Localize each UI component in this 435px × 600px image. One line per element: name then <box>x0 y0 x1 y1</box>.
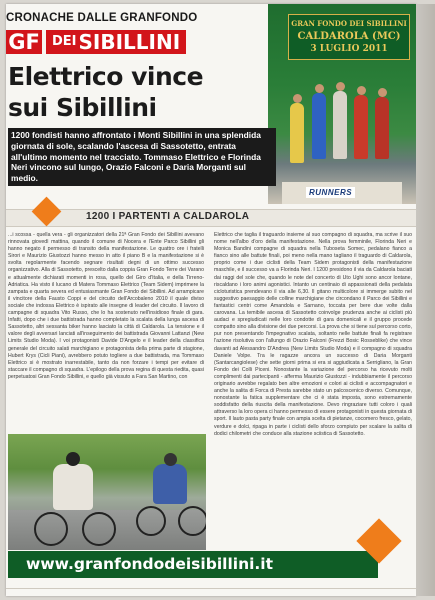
cyclist-helmet <box>164 453 177 466</box>
rider-figure <box>375 97 389 159</box>
bike-wheel <box>82 512 116 546</box>
rider-figure <box>333 91 347 159</box>
headline-line-2: sui Sibillini <box>8 93 157 122</box>
section-kicker: CRONACHE DALLE GRANFONDO <box>6 12 198 24</box>
rider-figure <box>290 103 304 163</box>
sponsor-logo: RUNNERS <box>306 187 355 198</box>
bike-wheel <box>178 506 206 536</box>
event-title-name: SIBILLINI <box>78 30 181 54</box>
event-title-prefix: DEI <box>52 34 77 49</box>
rider-figure <box>354 95 368 159</box>
article-column-1 <box>8 232 204 381</box>
page-edge <box>416 4 435 596</box>
footer-divider <box>6 588 416 589</box>
banner-line-1: GRAN FONDO DEI SIBILLINI <box>291 19 407 28</box>
rider-figure <box>312 93 326 159</box>
banner-line-3: 3 LUGLIO 2011 <box>310 44 388 54</box>
cyclist-jersey <box>53 464 93 510</box>
rider-head <box>293 94 302 103</box>
cyclists-photo <box>8 434 206 550</box>
gf-badge: GF <box>6 30 42 54</box>
cyclist-helmet <box>66 452 80 466</box>
cyclist-jersey <box>153 464 187 504</box>
magazine-page <box>6 4 416 596</box>
section-title: 1200 I PARTENTI A CALDAROLA <box>86 211 250 222</box>
article-text: Elettrico che taglia il traguardo insieme al suo compagno di squadra, ma scrive il suo nome nell'albo d'oro della manifestazione. Nella prova femminile, Florinda Neri e Monica Bandini compagne di squadra nella Tuboseta Somec, pedalano fianco a fianco sino alle battute finali, poi meno nella mano tagliano il traguardo di Caldarola, proprio come i due ciclisti della Team Sidem protagonisti della manifestazione maschile, e il successo va a Florinda Neri. I 1200 presidono il via da Caldarola baciati dai raggi del sole che, quando le note del concerto di Uto Ughi sono ancor lontane, riscaldano i loro animi agonistici. Intanto un centinaio di appassionati della pedalata cicloturistica prendevano il via alle 6,30. Il gitano multicolore si immerge subito nel suggestivo paesaggio delle colline marchigiane che circondano il Parco dei Sibillini e fantastici centri come Amandola e Sarnano, toccata per bere due volte dalla carovana. La temibile ascesa di Sassotetto coinvolge prudenza anche ai ciclisti più audaci e spregiudicati nelle loro condotte di gara domenicali e il gruppo procede compatto sino alla divisione dei due percorsi. La prova che si tiene sul percorso corto, pur non presentando l'impegnativo scalata, soltanto nelle battute finali fa registrare l'azione risolutiva con l'allungo di Orazio Falconi (Frezzi Bosic Rosseblike) che vince davanti ad Alessandro D'Andrea (New Limits Studio Moda) e il compagno di squadra Daniele Volpe. Tra le ragazze ancora un successo di Daria Morganti (Santarcangiolese) che sette giorni prima si era si aggiudicata a Serrigliano, la Gran Fondo dei Colli Piceni. Nonostante la variazione del percorso ha ricevuto molti complimenti dai partecipanti - afferma Maurizio Giustozzi - indubbiamente il percorso originario avrebbe regalato ben altre emozioni e colori ai ciclisti e accompagnatori e anche la salita di Forca di Presta sarebbe stato un palcoscenico diverso. Comunque, nonostante la fatica supplementare che ci è stata imposta, sono estremamente soddisfatto della riuscita della manifestazione. Devo ringraziare tutti coloro i quali attraverso la loro opera ci hanno permesso di essere protagonisti in questa giornata di sport. Il lauto pasta party finale con ampia scelta di pietanze, cocomero fresco, gelato, verdure e dolci, ripaga in parte i ciclisti dello sforzo compiuto per scalare la salita di dodici chilometri che conduce alla stazione sciistica di Sassotetto. <box>214 232 412 437</box>
event-banner <box>288 14 410 60</box>
headline-line-1: Elettrico vince <box>8 62 204 91</box>
article-column-2 <box>214 232 412 438</box>
website-link[interactable]: www.granfondodeisibillini.it <box>8 551 378 578</box>
bike-wheel <box>34 512 68 546</box>
article-text: ...i scossa - quella vera - gli organizzatori della 21ª Gran Fondo dei Sibillini avevano rinnovata giovedì mattina, quando il comune di Nocera e l'Ente Parco Sibillini gli hanno negato il permesso di transito della manifestazione. Le quattro ore i fratelli Sirori e Maurizio Giustozzi hanno messo in atto il piano B e la manifestazione si è svolta regolarmente facendo segnare risultati degni di un ottimo successo organizzativo. Alla di Sassotetto, prescelto dalla coppia Gran Fondo Terre dei Varano e attualmente dichiarati momenti in rosa, quello del Giro d'Italia, e della Tirreno-Adriatica. Ha visto il lucano di Matera Tommaso Elettrico (Team Sidem) imprimere la zampata e quarta severa ed entusiasmante Gran Fondo dei Sibillini. Ad arrampicare il vincitore della Fausto Coppi e del circuito dell'Arcobaleno 2010 il quale diviso sociale che indossa Elettrico è ispirato alle insegne di leader del circuito. Il lavoro di campagne di squadra Vito Russo, che lo ha sostenuto nell'insidioso finale di gara. Infatti, dopo che i due battistrada hanno completato la scalata della lunga ascesa di Sassotetto, altri sessanta biker hanno lasciato la città di Caldarola. La tensione e il valore degli avversari lanciati all'inseguimento dei battistrada Giovanni Lattanzi (New Limits Studio Moda). I voi protagonisti Davide D'Angelo e il leader della classifica generale del circuito salati marchigiano e protagonista della prima parte di stagione, Hubert Krys (Cicli Piani), avrebbero potuto togliere a due battistrada, ma Tommaso Elettrico si è mostrato inarrestabile, tanto da non forzare i tempi per evitare di staccare il compagno di squadra. L'epilogo della prova regina di questa riedita, quasi perpetuatosi Gran Fondo Sibillini, e quello già vissuto a Fara San Martino, con <box>8 232 204 380</box>
standfirst: 1200 fondisti hanno affrontato i Monti Sibillini in una splendida giornata di sole, scalando l'ascesa di Sassotetto, entrata all'ultimo momento nel tracciato. Tommaso Elettrico e Florinda Neri vincono sul lungo, Orazio Falconi e Daria Morganti sul medio. <box>8 128 276 186</box>
banner-line-2: CALDAROLA (MC) <box>297 31 401 42</box>
bike-wheel <box>136 506 166 536</box>
rider-head <box>336 82 345 91</box>
rider-head <box>315 84 324 93</box>
event-title <box>46 30 186 54</box>
podium-photo <box>268 4 416 204</box>
rider-head <box>378 88 387 97</box>
rider-head <box>357 86 366 95</box>
